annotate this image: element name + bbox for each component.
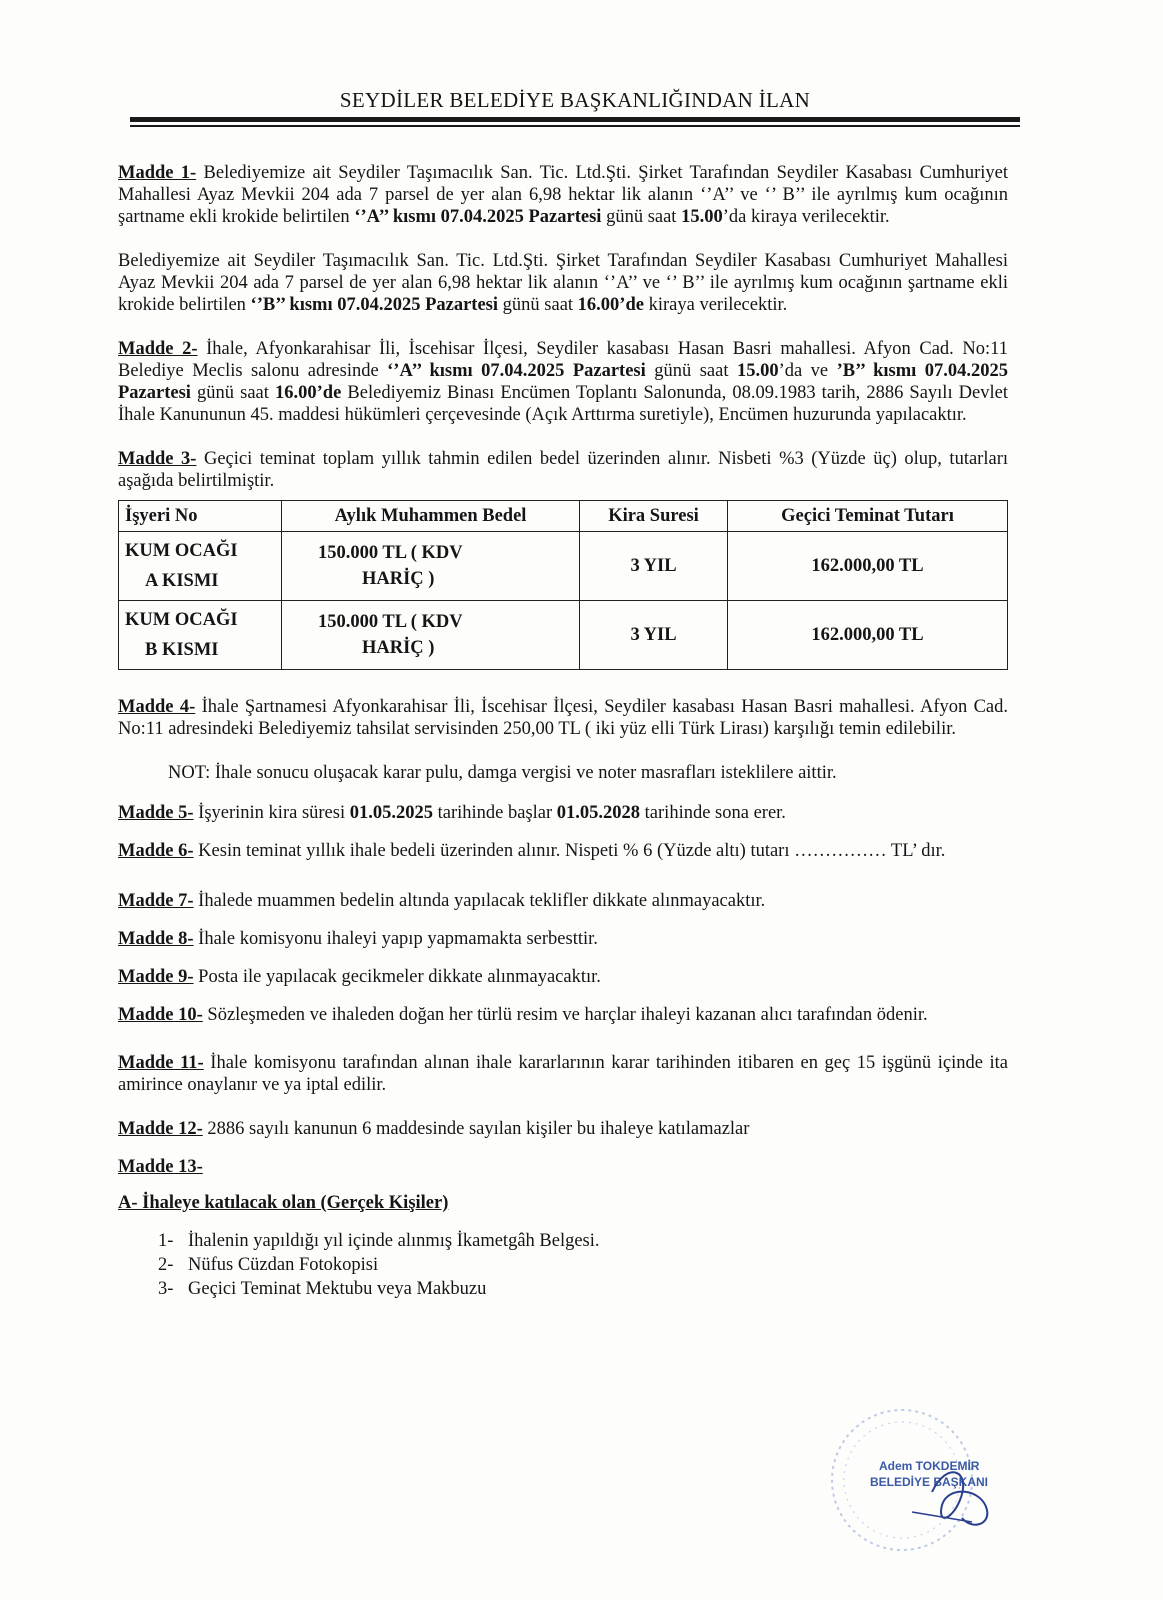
- madde-label: Madde 11-: [118, 1053, 204, 1073]
- cell-line: HARİÇ ): [362, 569, 435, 589]
- bold-text: 01.05.2025: [349, 803, 433, 823]
- madde-text: günü saat: [601, 207, 682, 227]
- madde-label: Madde 13-: [118, 1157, 203, 1177]
- list-text: İhalenin yapıldığı yıl içinde alınmış İkametgâh Belgesi.: [188, 1231, 600, 1251]
- madde-text: Belediyemize ait Seydiler Taşımacılık San. Tic. Ltd.Şti. Şirket Tarafından Seydiler Kasabası Cumhuriyet Mahallesi Ayaz Mevkii 204 ada 7 parsel de yer alan 6,98 hektar lik alanın ‘’A’’ ve ‘’ B’’ ile ayrılmış kum ocağının şartname ekli krokide belirtilen: [118, 251, 1008, 315]
- madde-5-paragraph: [118, 802, 1008, 824]
- madde-text: İşyerinin kira süresi: [193, 803, 350, 823]
- table-cell-tutar: 162.000,00 TL: [728, 532, 1008, 601]
- list-text: Nüfus Cüzdan Fotokopisi: [188, 1255, 379, 1275]
- madde-text: Sözleşmeden ve ihaleden doğan her türlü resim ve harçlar ihaleyi kazanan alıcı tarafından ödenir.: [202, 1005, 928, 1025]
- table-header: Geçici Teminat Tutarı: [728, 501, 1008, 532]
- table-cell-isyeri: [119, 601, 282, 670]
- bold-text: 15.00: [681, 207, 723, 227]
- madde-1-paragraph-b: [118, 250, 1008, 316]
- madde-12-paragraph: [118, 1118, 1008, 1140]
- table-cell-tutar: 162.000,00 TL: [728, 601, 1008, 670]
- madde-13-subheading: A- İhaleye katılacak olan (Gerçek Kişiler): [118, 1193, 449, 1213]
- madde-9-paragraph: [118, 966, 1008, 988]
- madde-text: Belediyemiz Binası Encümen Toplantı Salonunda, 08.09.1983 tarih, 2886 Sayılı Devlet İhale Kanununun 45. maddesi hükümleri çerçevesinde (Açık Arttırma suretiyle), Encümen huzurunda yapılacaktır.: [118, 383, 1008, 425]
- bold-text: 16.00’de: [577, 295, 644, 315]
- header: [130, 88, 1020, 127]
- madde-text: Kesin teminat yıllık ihale bedeli üzerinden alınır. Nispeti % 6 (Yüzde altı) tutarı …………… TL’ dır.: [193, 841, 946, 861]
- stamp-name: Adem TOKDEMİR: [879, 1459, 980, 1473]
- madde-text: kiraya verilecektir.: [643, 295, 788, 315]
- madde-text: 2886 sayılı kanunun 6 maddesinde sayılan kişiler bu ihaleye katılamazlar: [202, 1119, 750, 1139]
- list-item: [158, 1254, 1008, 1276]
- title-rule-thin: [130, 125, 1020, 127]
- madde-11-paragraph: [118, 1052, 1008, 1096]
- table-cell-bedel: [282, 532, 580, 601]
- teminat-table: [118, 500, 1008, 670]
- table-header: Aylık Muhammen Bedel: [282, 501, 580, 532]
- title-rule-thick: [130, 117, 1020, 122]
- bold-text: 15.00: [736, 361, 779, 381]
- page-title: SEYDİLER BELEDİYE BAŞKANLIĞINDAN İLAN: [339, 88, 811, 112]
- madde-label: Madde 5-: [118, 803, 194, 823]
- madde-4-paragraph: [118, 696, 1008, 740]
- madde-label: Madde 4-: [118, 697, 196, 717]
- table-row: [119, 532, 1008, 601]
- note-paragraph: NOT: İhale sonucu oluşacak karar pulu, damga vergisi ve noter masrafları isteklilere aittir.: [168, 763, 837, 783]
- madde-label: Madde 12-: [118, 1119, 203, 1139]
- bold-text: 16.00’de: [275, 383, 342, 403]
- cell-line: KUM OCAĞI: [125, 541, 238, 561]
- madde-text: tarihinde sona erer.: [640, 803, 786, 823]
- madde-text: İhalede muammen bedelin altında yapılacak teklifler dikkate alınmayacaktır.: [193, 891, 766, 911]
- madde-2-paragraph: [118, 338, 1008, 426]
- bold-text: ‘’B’’ kısmı 07.04.2025 Pazartesi: [250, 295, 499, 315]
- madde-label: Madde 1-: [118, 163, 197, 183]
- cell-line: 150.000 TL ( KDV: [318, 612, 463, 632]
- list-number: 2-: [158, 1255, 174, 1275]
- list-item: [158, 1278, 1008, 1300]
- cell-line: 150.000 TL ( KDV: [318, 543, 463, 563]
- list-number: 3-: [158, 1279, 174, 1299]
- document-body: [118, 162, 1008, 1302]
- table-header: İşyeri No: [119, 501, 282, 532]
- madde-6-paragraph: [118, 840, 1008, 862]
- stamp-title: BELEDİYE BAŞKANI: [870, 1475, 989, 1489]
- madde-label: Madde 2-: [118, 339, 198, 359]
- bold-text: 01.05.2028: [556, 803, 641, 823]
- table-header: Kira Suresi: [580, 501, 728, 532]
- madde-label: Madde 9-: [118, 967, 194, 987]
- cell-line: HARİÇ ): [362, 638, 435, 658]
- madde-text: İhale komisyonu tarafından alınan ihale kararlarının karar tarihinden itibaren en geç 15 işgünü içinde ita amirince onaylanır ve ya iptal edilir.: [118, 1053, 1009, 1095]
- list-number: 1-: [158, 1231, 174, 1251]
- madde-label: Madde 6-: [118, 841, 194, 861]
- madde-label: Madde 10-: [118, 1005, 203, 1025]
- stamp-seal-icon: [822, 1400, 1002, 1570]
- bold-text: ‘’A’’ kısmı 07.04.2025 Pazartesi: [354, 207, 602, 227]
- table-cell-bedel: [282, 601, 580, 670]
- madde-text: tarihinde başlar: [432, 803, 557, 823]
- document-list: [118, 1230, 1008, 1300]
- madde-13-paragraph: [118, 1156, 1008, 1178]
- bold-text: ’B’’ kısmı 07.04.2025 Pazartesi: [118, 361, 1009, 403]
- madde-text: günü saat: [498, 295, 578, 315]
- madde-text: Geçici teminat toplam yıllık tahmin edilen bedel üzerinden alınır. Nisbeti %3 (Yüzde üç) olup, tutarları aşağıda belirtilmiştir.: [118, 449, 1008, 491]
- table-header-row: [119, 501, 1008, 532]
- madde-text: İhale Şartnamesi Afyonkarahisar İli, İscehisar İlçesi, Seydiler kasabası Hasan Basri mahallesi. Afyon Cad. No:11 adresindeki Belediyemiz tahsilat servisinden 250,00 TL ( iki yüz elli Türk Lirası) karşılığı temin edilebilir.: [118, 697, 1009, 739]
- madde-text: ’da kiraya verilecektir.: [722, 207, 890, 227]
- table-row: [119, 601, 1008, 670]
- list-item: [158, 1230, 1008, 1252]
- madde-1-paragraph-a: [118, 162, 1008, 228]
- cell-line: KUM OCAĞI: [125, 610, 238, 630]
- table-cell-isyeri: [119, 532, 282, 601]
- table-cell-sure: 3 YIL: [580, 601, 728, 670]
- madde-text: Posta ile yapılacak gecikmeler dikkate alınmayacaktır.: [193, 967, 601, 987]
- madde-label: Madde 3-: [118, 449, 197, 469]
- madde-label: Madde 8-: [118, 929, 194, 949]
- madde-7-paragraph: [118, 890, 1008, 912]
- madde-text: İhale, Afyonkarahisar İli, İscehisar İlçesi, Seydiler kasabası Hasan Basri mahallesi. Afyon Cad. No:11 Belediye Meclis salonu adresinde: [118, 339, 1008, 381]
- bold-text: ‘’A’’ kısmı 07.04.2025 Pazartesi: [387, 361, 646, 381]
- madde-label: Madde 7-: [118, 891, 194, 911]
- madde-text: Belediyemize ait Seydiler Taşımacılık San. Tic. Ltd.Şti. Şirket Tarafından Seydiler Kasabası Cumhuriyet Mahallesi Ayaz Mevkii 204 ada 7 parsel de yer alan 6,98 hektar lik alanın ‘’A’’ ve ‘’ B’’ ile ayrılmış kum ocağının şartname ekli krokide belirtilen: [118, 163, 1008, 227]
- madde-3-paragraph: [118, 448, 1008, 492]
- official-stamp: [822, 1400, 1002, 1570]
- madde-text: günü saat: [190, 383, 276, 403]
- madde-8-paragraph: [118, 928, 1008, 950]
- madde-text: ’da ve: [778, 361, 837, 381]
- cell-line: A KISMI: [145, 571, 219, 591]
- list-text: Geçici Teminat Mektubu veya Makbuzu: [188, 1279, 487, 1299]
- cell-line: B KISMI: [145, 640, 219, 660]
- madde-10-paragraph: [118, 1004, 1008, 1026]
- table-cell-sure: 3 YIL: [580, 532, 728, 601]
- madde-text: İhale komisyonu ihaleyi yapıp yapmamakta serbesttir.: [193, 929, 598, 949]
- madde-text: günü saat: [645, 361, 737, 381]
